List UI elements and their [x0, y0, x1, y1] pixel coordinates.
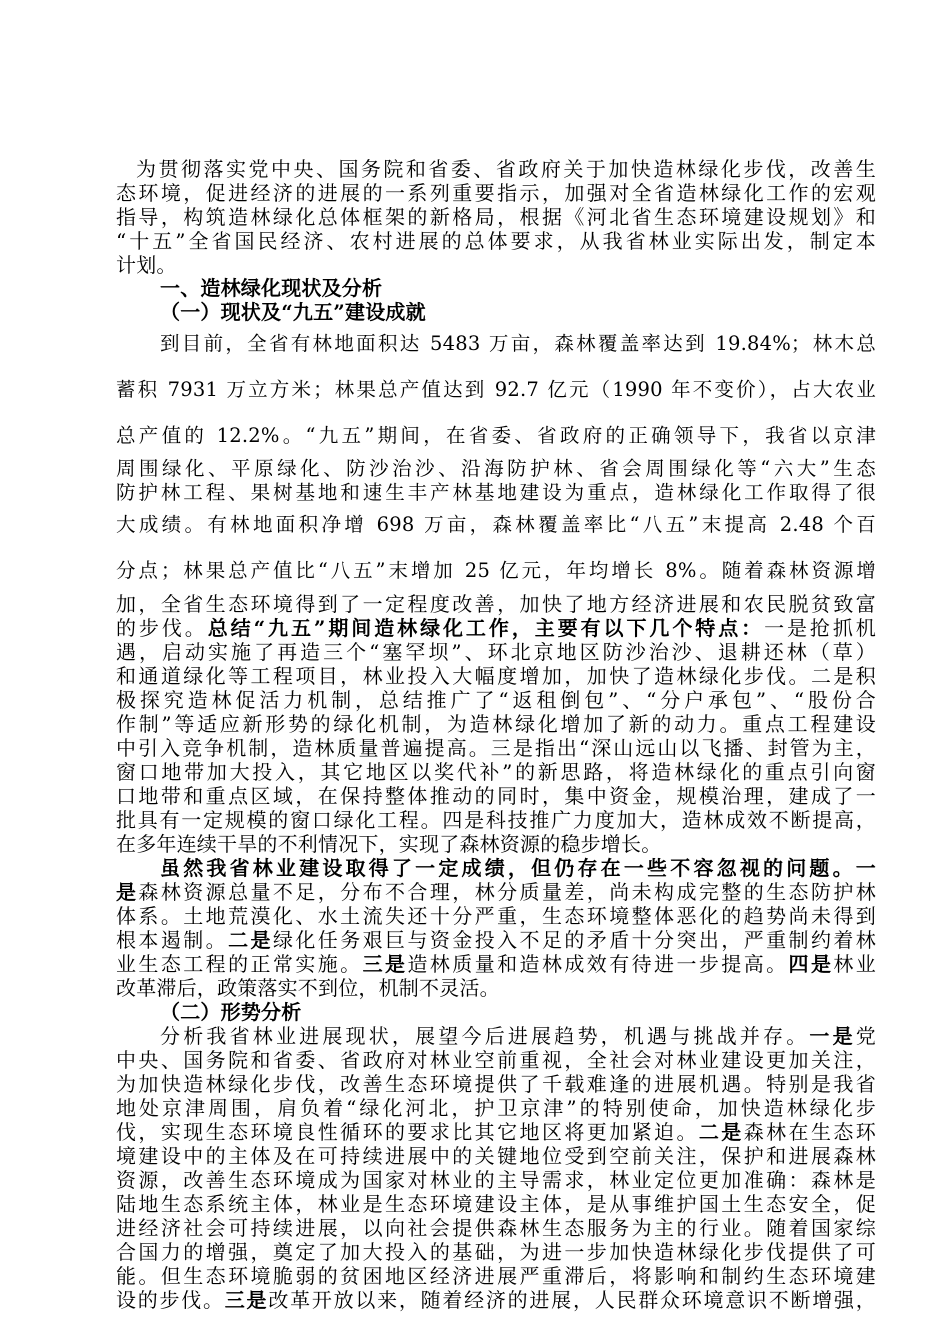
- paragraph-3-line-6: 改革滞后，政策落实不到位，机制不灵活。: [116, 976, 500, 1000]
- paragraph-2-line-16: 口地带和重点区域，在保持整体推动的同时，集中资金，规模治理，建成了一: [116, 784, 876, 808]
- paragraph-2-line-7: 分点；林果总产值比“八五”末增加 25 亿元，年均增长 8%。随着森林资源增: [116, 559, 876, 582]
- paragraph-2-line-6: 大成绩。有林地面积净增 698 万亩，森林覆盖率比“八五”末提高 2.48 个百: [116, 513, 876, 536]
- paragraph-3-line-2: 是森林资源总量不足，分布不合理，林分质量差，尚未构成完整的生态防护林: [116, 880, 876, 904]
- paragraph-3-line-1: 虽然我省林业建设取得了一定成绩，但仍存在一些不容忽视的问题。一: [160, 856, 876, 880]
- paragraph-2-line-14: 中引入竞争机制，造林质量普遍提高。三是指出“深山远山以飞播、封管为主，: [116, 736, 876, 760]
- paragraph-3-line-4: 根本遏制。二是绿化任务艰巨与资金投入不足的矛盾十分突出，严重制约着林: [116, 928, 876, 952]
- paragraph-4-line-10: 合国力的增强，奠定了加大投入的基础，为进一步加快造林绿化步伐提供了可: [116, 1240, 876, 1264]
- subsection-heading-1: （一）现状及“九五”建设成就: [160, 300, 426, 324]
- paragraph-2-line-1: 到目前，全省有林地面积达 5483 万亩，森林覆盖率达到 19.84%；林木总: [160, 332, 876, 355]
- paragraph-2-line-4: 周围绿化、平原绿化、防沙治沙、沿海防护林、省会周围绿化等“六大”生态: [116, 457, 876, 480]
- summary-phrase: 总结“九五”期间造林绿化工作，主要有以下几个特点：: [207, 616, 765, 640]
- paragraph-2-line-11: 和通道绿化等工程项目，林业投入大幅度增加，加快了造林绿化步伐。二是积: [116, 664, 876, 688]
- paragraph-2-line-8: 加，全省生态环境得到了一定程度改善，加快了地方经济进展和农民脱贫致富: [116, 592, 876, 616]
- paragraph-1-line-1: 为贯彻落实党中央、国务院和省委、省政府关于加快造林绿化步伐，改善生: [136, 157, 876, 181]
- paragraph-2-line-12: 极探究造林促活力机制，总结推广了“返租倒包”、“分户承包”、“股份合: [116, 688, 876, 712]
- paragraph-4-line-1: 分析我省林业进展现状，展望今后进展趋势，机遇与挑战并存。一是党: [160, 1024, 876, 1048]
- subsection-heading-2: （二）形势分析: [160, 1000, 302, 1024]
- paragraph-4-line-12: 设的步伐。三是改革开放以来，随着经济的进展，人民群众环境意识不断增强，: [116, 1288, 877, 1312]
- paragraph-4-line-4: 地处京津周围，肩负着“绿化河北，护卫京津”的特别使命，加快造林绿化步: [116, 1096, 876, 1120]
- paragraph-2-line-15: 窗口地带加大投入，其它地区以奖代补”的新思路，将造林绿化的重点引向窗: [116, 760, 876, 784]
- paragraph-4-line-2: 中央、国务院和省委、省政府对林业空前重视，全社会对林业建设更加关注，: [116, 1048, 876, 1072]
- paragraph-1-line-2: 态环境，促进经济的进展的一系列重要指示，加强对全省造林绿化工作的宏观: [116, 181, 876, 205]
- paragraph-1-line-3: 指导，构筑造林绿化总体框架的新格局，根据《河北省生态环境建设规划》和: [116, 205, 876, 229]
- paragraph-4-line-7: 资源，改善生态环境成为国家对林业的主导需求，林业定位更加准确：森林是: [116, 1168, 876, 1192]
- paragraph-2-line-9: 的步伐。总结“九五”期间造林绿化工作，主要有以下几个特点：一是抢抓机: [116, 616, 876, 640]
- paragraph-2-line-2: 蓄积 7931 万立方米；林果总产值达到 92.7 亿元（1990 年不变价），占大农业: [116, 378, 876, 401]
- paragraph-2-line-5: 防护林工程、果树基地和速生丰产林基地建设为重点，造林绿化工作取得了很: [116, 481, 876, 504]
- paragraph-3-line-5: 业生态工程的正常实施。三是造林质量和造林成效有待进一步提高。四是林业: [116, 952, 877, 976]
- paragraph-4-line-6: 境建设中的主体及在可持续进展中的关键地位受到空前关注，保护和进展森林: [116, 1144, 876, 1168]
- paragraph-3-line-3: 体系。土地荒漠化、水土流失还十分严重，生态环境整体恶化的趋势尚未得到: [116, 904, 876, 928]
- paragraph-2-line-17: 批具有一定规模的窗口绿化工程。四是科技推广力度加大，造林成效不断提高，: [116, 808, 876, 832]
- paragraph-4-line-5: 伐，实现生态环境良性循环的要求比其它地区将更加紧迫。二是森林在生态环: [116, 1120, 877, 1144]
- paragraph-4-line-3: 为加快造林绿化步伐，改善生态环境提供了千载难逢的进展机遇。特别是我省: [116, 1072, 876, 1096]
- paragraph-2-line-18: 在多年连续干旱的不利情况下，实现了森林资源的稳步增长。: [116, 832, 662, 856]
- paragraph-2-line-13: 作制”等适应新形势的绿化机制，为造林绿化增加了新的动力。重点工程建设: [116, 712, 876, 736]
- paragraph-2-line-10: 遇，启动实施了再造三个“塞罕坝”、环北京地区防沙治沙、退耕还林（草）: [116, 640, 876, 664]
- paragraph-1-line-4: “十五”全省国民经济、农村进展的总体要求，从我省林业实际出发，制定本: [116, 229, 876, 253]
- paragraph-4-line-11: 能。但生态环境脆弱的贫困地区经济进展严重滞后，将影响和制约生态环境建: [116, 1264, 876, 1288]
- section-heading-1: 一、造林绿化现状及分析: [160, 276, 383, 300]
- paragraph-2-line-3: 总产值的 12.2%。“九五”期间，在省委、省政府的正确领导下，我省以京津: [116, 424, 876, 447]
- paragraph-4-line-9: 进经济社会可持续进展，以向社会提供森林生态服务为主的行业。随着国家综: [116, 1216, 876, 1240]
- paragraph-4-line-8: 陆地生态系统主体，林业是生态环境建设主体，是从事维护国土生态安全，促: [116, 1192, 876, 1216]
- paragraph-1-line-5: 计划。: [116, 253, 177, 277]
